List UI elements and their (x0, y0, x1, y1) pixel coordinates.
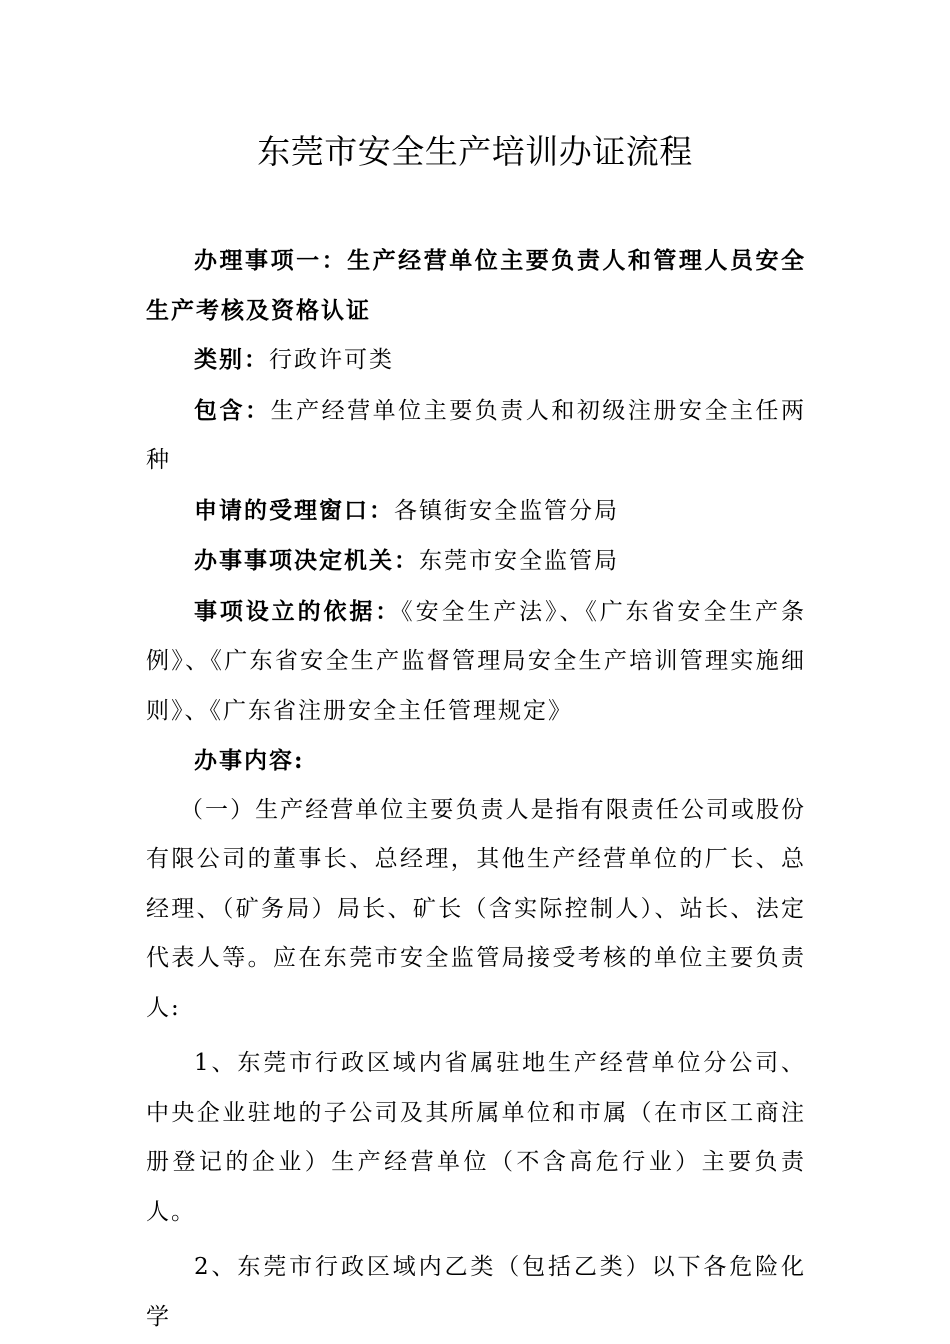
page-title: 东莞市安全生产培训办证流程 (257, 132, 693, 171)
includes-line (146, 386, 806, 486)
window-value: 各镇街安全监管分局 (394, 497, 619, 524)
item-one-heading: 办理事项一：生产经营单位主要负责人和管理人员安全生产考核及资格认证 (146, 247, 806, 324)
basis-label: 事项设立的依据： (194, 597, 402, 625)
includes-value: 生产经营单位主要负责人和初级注册安全主任两种 (146, 397, 807, 473)
list-item: 1、东莞市行政区域内省属驻地生产经营单位分公司、中央企业驻地的子公司及其所属单位和市属（在市区工商注册登记的企业）生产经营单位（不含高危行业）主要负责人。 (146, 1050, 806, 1225)
section-one-text: （一）生产经营单位主要负责人是指有限责任公司或股份有限公司的董事长、总经理，其他生产经营单位的厂长、总经理、（矿务局）局长、矿长（含实际控制人）、站长、法定代表人等。应在东莞市安全监管局接受考核的单位主要负责人: (146, 796, 806, 1021)
category-label: 类别： (194, 346, 269, 373)
basis-line (146, 587, 806, 737)
authority-value: 东莞市安全监管局 (419, 548, 619, 574)
window-label: 申请的受理窗口： (194, 496, 394, 524)
contents-label: 办事内容: (194, 747, 305, 774)
category-value: 行政许可类 (269, 347, 394, 373)
document-body (146, 236, 806, 1342)
category-line (146, 335, 806, 386)
list-item: 2、东莞市行政区域内乙类（包括乙类）以下各危险化学 (146, 1254, 806, 1330)
authority-line (146, 536, 806, 587)
includes-label: 包含： (194, 396, 271, 424)
window-line (146, 486, 806, 537)
authority-label: 办事事项决定机关： (194, 547, 419, 574)
basis-value: 《安全生产法》、《广东省安全生产条例》、《广东省安全生产监督管理局安全生产培训管理实施细则》、《广东省注册安全主任管理规定》 (146, 598, 807, 724)
